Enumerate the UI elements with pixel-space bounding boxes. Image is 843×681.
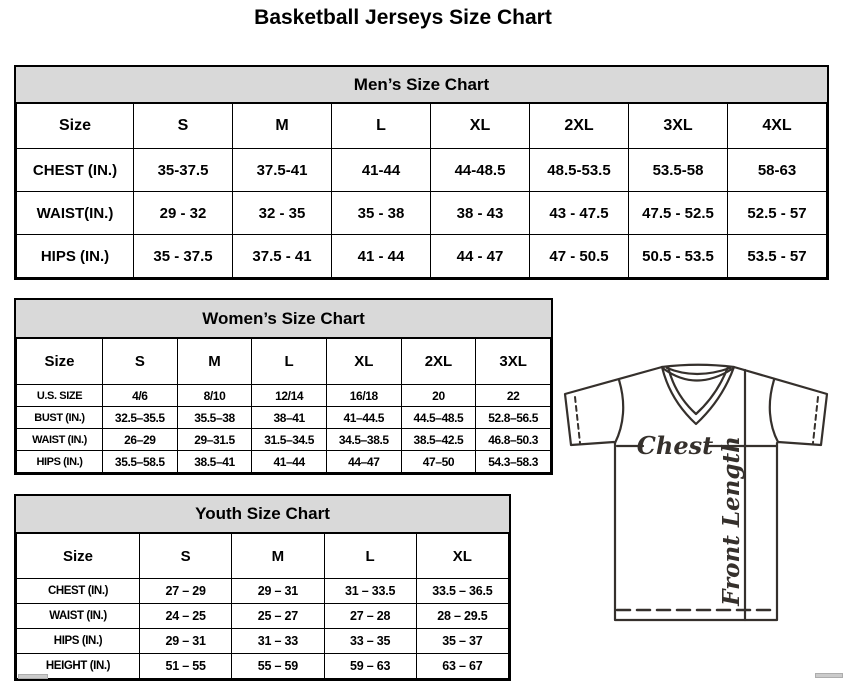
column-header: S <box>140 534 232 579</box>
size-cell: 38.5–41 <box>177 451 252 473</box>
size-cell: 35.5–38 <box>177 407 252 429</box>
size-cell: 26–29 <box>103 429 178 451</box>
size-cell: 31 – 33 <box>232 629 324 654</box>
column-header: 2XL <box>401 339 476 385</box>
row-label: WAIST (IN.) <box>17 604 140 629</box>
column-header: L <box>332 104 431 149</box>
column-header: M <box>233 104 332 149</box>
size-cell: 43 - 47.5 <box>530 192 629 235</box>
row-label: CHEST (IN.) <box>17 149 134 192</box>
size-cell: 41 - 44 <box>332 235 431 278</box>
row-label: HEIGHT (IN.) <box>17 654 140 679</box>
size-cell: 38–41 <box>252 407 327 429</box>
table-row <box>17 604 509 629</box>
size-cell: 52.5 - 57 <box>728 192 827 235</box>
size-cell: 27 – 29 <box>140 579 232 604</box>
size-cell: 47–50 <box>401 451 476 473</box>
size-cell: 47.5 - 52.5 <box>629 192 728 235</box>
size-cell: 48.5-53.5 <box>530 149 629 192</box>
column-header: XL <box>326 339 401 385</box>
header-row <box>17 104 827 149</box>
size-cell: 31 – 33.5 <box>324 579 416 604</box>
row-label: WAIST (IN.) <box>17 429 103 451</box>
size-cell: 29 – 31 <box>232 579 324 604</box>
size-cell: 53.5 - 57 <box>728 235 827 278</box>
size-cell: 44.5–48.5 <box>401 407 476 429</box>
size-cell: 24 – 25 <box>140 604 232 629</box>
size-cell: 46.8–50.3 <box>476 429 551 451</box>
table-row <box>17 579 509 604</box>
size-cell: 35 - 37.5 <box>134 235 233 278</box>
column-header: 2XL <box>530 104 629 149</box>
size-cell: 50.5 - 53.5 <box>629 235 728 278</box>
column-header: 3XL <box>476 339 551 385</box>
mens-size-chart <box>14 65 829 280</box>
size-cell: 28 – 29.5 <box>416 604 508 629</box>
jersey-diagram <box>550 353 843 645</box>
row-label: HIPS (IN.) <box>17 235 134 278</box>
table-row <box>17 192 827 235</box>
womens-size-chart <box>14 298 553 475</box>
column-header: M <box>232 534 324 579</box>
table-row <box>17 654 509 679</box>
column-header: M <box>177 339 252 385</box>
row-label: HIPS (IN.) <box>17 629 140 654</box>
size-cell: 35 - 38 <box>332 192 431 235</box>
column-header: XL <box>431 104 530 149</box>
youth-table <box>16 533 509 679</box>
size-cell: 29 - 32 <box>134 192 233 235</box>
size-cell: 51 – 55 <box>140 654 232 679</box>
size-cell: 8/10 <box>177 385 252 407</box>
header-row <box>17 534 509 579</box>
size-cell: 41-44 <box>332 149 431 192</box>
table-row <box>17 235 827 278</box>
size-cell: 35-37.5 <box>134 149 233 192</box>
column-header: Size <box>17 534 140 579</box>
size-cell: 37.5-41 <box>233 149 332 192</box>
table-row <box>17 149 827 192</box>
mens-table-title: Men’s Size Chart <box>16 67 827 103</box>
size-cell: 12/14 <box>252 385 327 407</box>
size-cell: 29–31.5 <box>177 429 252 451</box>
table-row <box>17 629 509 654</box>
size-cell: 32 - 35 <box>233 192 332 235</box>
table-row <box>17 429 551 451</box>
column-header: Size <box>17 339 103 385</box>
size-cell: 47 - 50.5 <box>530 235 629 278</box>
size-cell: 52.8–56.5 <box>476 407 551 429</box>
size-cell: 4/6 <box>103 385 178 407</box>
front-length-label: Front Length <box>718 436 745 606</box>
scrollbar-fragment-right <box>815 673 843 678</box>
column-header: S <box>134 104 233 149</box>
row-label: WAIST(IN.) <box>17 192 134 235</box>
column-header: L <box>324 534 416 579</box>
size-cell: 29 – 31 <box>140 629 232 654</box>
column-header: S <box>103 339 178 385</box>
size-cell: 31.5–34.5 <box>252 429 327 451</box>
scrollbar-fragment-left <box>18 674 48 679</box>
size-cell: 27 – 28 <box>324 604 416 629</box>
womens-table-title: Women’s Size Chart <box>16 300 551 338</box>
size-cell: 32.5–35.5 <box>103 407 178 429</box>
row-label: BUST (IN.) <box>17 407 103 429</box>
size-cell: 34.5–38.5 <box>326 429 401 451</box>
jersey-outline <box>565 365 827 620</box>
row-label: CHEST (IN.) <box>17 579 140 604</box>
size-cell: 44-48.5 <box>431 149 530 192</box>
size-cell: 63 – 67 <box>416 654 508 679</box>
size-cell: 35 – 37 <box>416 629 508 654</box>
size-cell: 44 - 47 <box>431 235 530 278</box>
column-header: XL <box>416 534 508 579</box>
size-cell: 53.5-58 <box>629 149 728 192</box>
youth-table-title: Youth Size Chart <box>16 496 509 533</box>
size-cell: 54.3–58.3 <box>476 451 551 473</box>
size-cell: 55 – 59 <box>232 654 324 679</box>
size-cell: 16/18 <box>326 385 401 407</box>
size-cell: 41–44.5 <box>326 407 401 429</box>
header-row <box>17 339 551 385</box>
size-cell: 22 <box>476 385 551 407</box>
size-cell: 37.5 - 41 <box>233 235 332 278</box>
column-header: L <box>252 339 327 385</box>
chest-label: Chest <box>636 431 714 460</box>
size-cell: 44–47 <box>326 451 401 473</box>
column-header: Size <box>17 104 134 149</box>
row-label: HIPS (IN.) <box>17 451 103 473</box>
size-cell: 58-63 <box>728 149 827 192</box>
size-cell: 33.5 – 36.5 <box>416 579 508 604</box>
youth-size-chart <box>14 494 511 681</box>
size-cell: 35.5–58.5 <box>103 451 178 473</box>
size-cell: 41–44 <box>252 451 327 473</box>
page-title: Basketball Jerseys Size Chart <box>254 6 552 29</box>
column-header: 4XL <box>728 104 827 149</box>
column-header: 3XL <box>629 104 728 149</box>
size-cell: 38.5–42.5 <box>401 429 476 451</box>
mens-table <box>16 103 827 278</box>
size-cell: 38 - 43 <box>431 192 530 235</box>
table-row <box>17 451 551 473</box>
size-cell: 20 <box>401 385 476 407</box>
size-cell: 25 – 27 <box>232 604 324 629</box>
womens-table <box>16 338 551 473</box>
row-label: U.S. SIZE <box>17 385 103 407</box>
table-row <box>17 407 551 429</box>
table-row <box>17 385 551 407</box>
size-cell: 33 – 35 <box>324 629 416 654</box>
size-cell: 59 – 63 <box>324 654 416 679</box>
